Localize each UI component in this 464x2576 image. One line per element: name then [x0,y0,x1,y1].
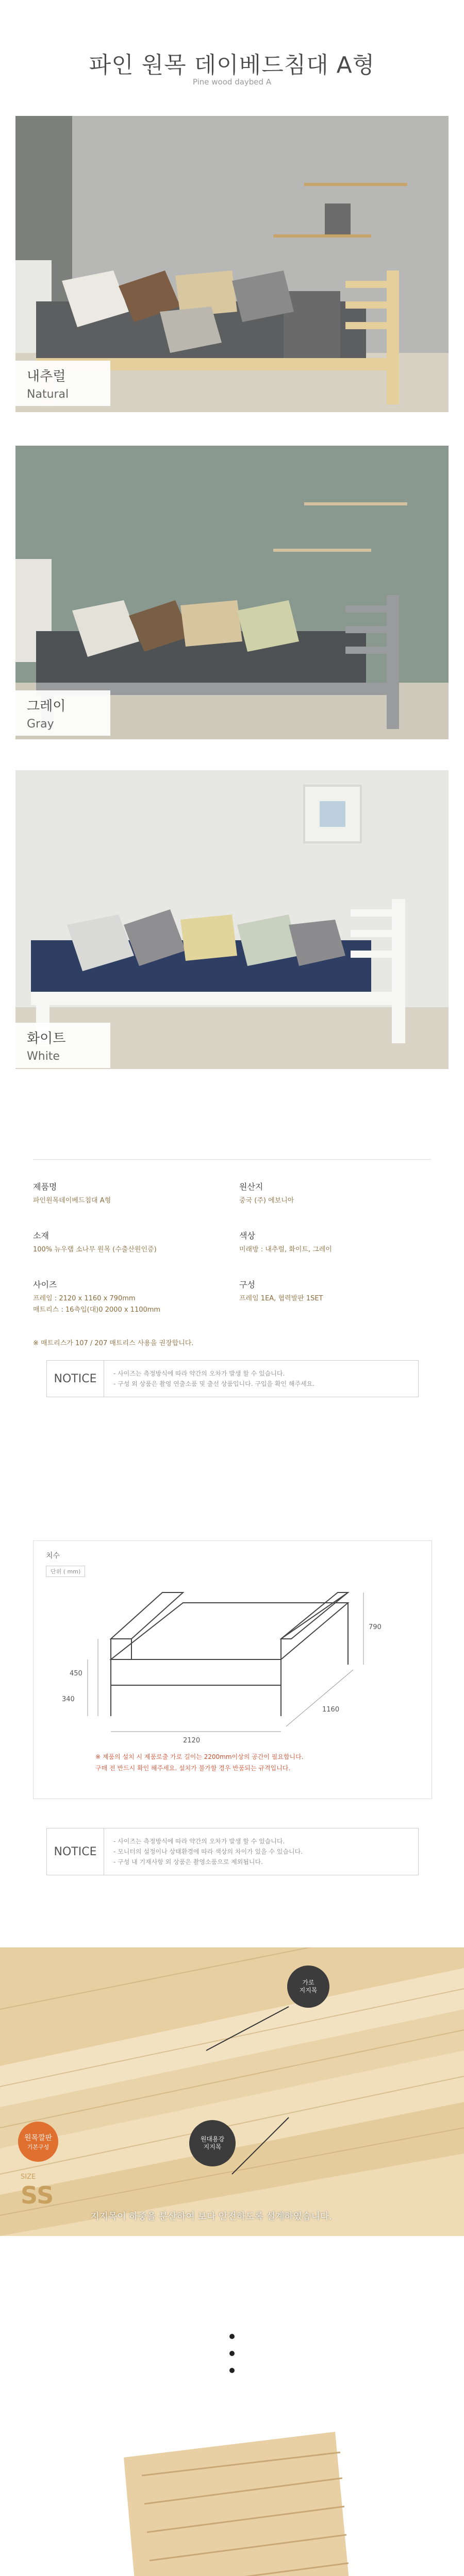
dim-height: 790 [369,1623,382,1631]
page-subtitle: Pine wood daybed A [192,77,272,87]
badge-basic-slat [18,2122,58,2162]
badge-top-text: 원목깔판 [24,2134,53,2142]
slat-caption: 지지목이 하중을 분산하여 보다 안전하도록 설계하였습니다. [90,2211,333,2222]
notice-line: - 모니터의 설정이나 상태환경에 따라 색상의 차이가 있을 수 있습니다. [113,1848,303,1855]
spec-color-label: 색상 [239,1231,255,1241]
spec-size-value: 프레임 : 2120 x 1160 x 790mm 매트리스 : 16측입(대)0 2000 x 1100mm [33,1295,161,1314]
dimension-heading: 치수 [46,1552,60,1560]
size-value: SS [21,2181,54,2209]
separator-dot [229,2368,235,2373]
color-name-ko: 내추럴 [27,369,66,384]
tag-horizontal-support: 가로 지지목 [287,1965,329,2008]
slat-closeup-photo [0,1947,464,2236]
color-name-ko: 그레이 [27,699,66,714]
spec-config-value: 프레임 1EA, 협력발판 1SET [239,1295,323,1302]
page-title: 파인 원목 데이베드침대 A형 [89,52,375,78]
color-name-en: Gray [27,718,54,731]
size-label: SIZE [21,2173,36,2181]
notice-title: NOTICE [47,1361,104,1397]
notice-line: - 사이즈는 측정방식에 따라 약간의 오차가 발생 할 수 있습니다. [113,1838,285,1845]
separator-dot [229,2334,235,2339]
dim-rail-height-2: 340 [62,1696,75,1703]
badge-bottom-text: 기본구성 [27,2144,49,2150]
color-label-natural [15,361,110,406]
color-name-en: White [27,1050,60,1063]
spec-config-label: 구성 [239,1280,255,1290]
spec-origin-label: 원산지 [239,1182,263,1192]
color-name-en: Natural [27,388,69,401]
tag-vertical-support: 원대용강 지지목 [189,2120,236,2166]
spec-extra-note: ※ 매트리스가 107 / 207 매트리스 사용을 권장합니다. [33,1340,194,1347]
dim-rail-height-1: 450 [70,1670,82,1677]
notice-line: - 구성 내 기재사항 외 상품은 촬영소품으로 제외됩니다. [113,1858,263,1866]
color-name-ko: 화이트 [27,1031,66,1046]
dim-width: 2120 [183,1737,201,1744]
dimension-note: ※ 제품의 설치 시 제품로출 가로 길이는 2200mm이상의 공간이 필요합니다. 구매 전 반드시 확인 해주세요. 설치가 불가할 경우 반품되는 규격입니다. [95,1753,304,1772]
spec-name-label: 제품명 [33,1182,57,1192]
spec-origin-value: 중국 (주) 에보니아 [239,1197,294,1205]
separator-dot [229,2351,235,2356]
spec-color-value: 미래방 : 내추럴, 화이트, 그레이 [239,1246,332,1253]
dimension-unit: 단위 ( mm) [46,1566,85,1577]
slat-board-illustration [93,2427,371,2576]
dimension-diagram [33,1540,432,1799]
spec-material-label: 소재 [33,1231,49,1241]
notice-line: - 사이즈는 측정방식에 따라 약간의 오차가 발생 할 수 있습니다. [113,1370,285,1377]
color-label-white [15,1023,110,1068]
notice-box-1 [46,1360,419,1397]
spec-name-value: 파인원목데이베드침대 A형 [33,1197,111,1205]
notice-title: NOTICE [47,1828,104,1875]
dim-depth: 1160 [322,1706,340,1714]
color-label-gray [15,690,110,736]
spec-size-label: 사이즈 [33,1280,57,1290]
notice-line: - 구성 외 상품은 촬영 연출소품 및 출선 상품입니다. 구입을 확인 해주세요. [113,1380,315,1387]
notice-box-2 [46,1828,419,1875]
spec-material-value: 100% 뉴우랩 소나무 원목 (수출산원인증) [33,1246,157,1253]
